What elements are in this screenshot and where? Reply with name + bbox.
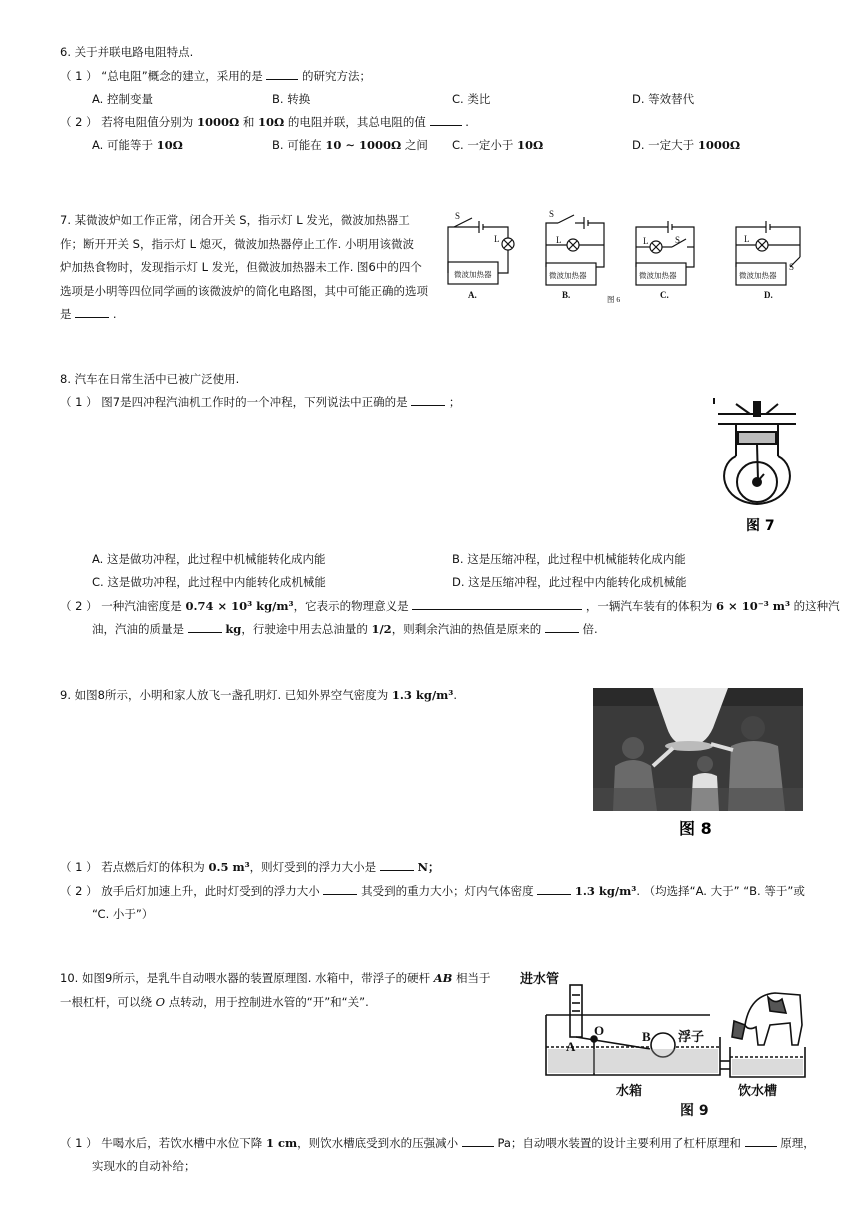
- q6-p1-option-c: C. 类比: [452, 92, 491, 106]
- answer-blank: [188, 621, 222, 633]
- q7-last-post: .: [112, 307, 117, 321]
- q10-line1-post: 相当于: [456, 971, 491, 985]
- q7-line-3: 炉加热食物时，发现指示灯 L 发光，但微波加热器未工作. 图6中的四个: [60, 260, 422, 274]
- resistance-value-1: 1000Ω: [196, 115, 240, 129]
- option-text: D. 一定大于: [632, 138, 695, 152]
- q8-part2-post: 的这种汽: [793, 599, 840, 613]
- q6-part1-pre: （ 1 ） “总电阻”概念的建立，采用的是: [60, 69, 263, 83]
- q6-p1-option-d: D. 等效替代: [632, 92, 695, 106]
- pivot-label: O: [155, 995, 166, 1009]
- q10-line2-post: 点转动，用于控制进水管的“开”和“关”.: [168, 995, 369, 1009]
- q10-part1: [60, 1135, 815, 1151]
- air-density-value: 1.3 kg/m³: [391, 688, 454, 702]
- heater-label: 微波加热器: [454, 270, 492, 279]
- q6-part2-mid: 和: [242, 115, 255, 129]
- answer-blank: [75, 306, 109, 318]
- heater-label: 微波加热器: [549, 271, 587, 280]
- q9-part2-line2: “C. 小于”）: [92, 907, 154, 921]
- option-label-d: D.: [764, 290, 773, 300]
- resistance-value-2: 10Ω: [258, 115, 285, 129]
- figure-caption: 图 8: [679, 819, 712, 838]
- q6-stem: 6. 关于并联电路电阻特点.: [60, 45, 194, 59]
- pivot-o-label: O: [594, 1023, 605, 1038]
- answer-blank: [430, 114, 462, 126]
- answer-blank: [537, 883, 571, 895]
- q10-part1-line2: 实现水的自动补给；: [92, 1159, 196, 1173]
- q6-p2-option-c: [452, 137, 543, 153]
- q9-part1-pre: （ 1 ） 若点燃后灯的体积为: [60, 860, 205, 874]
- q8-part2b-end: 倍.: [582, 622, 598, 636]
- lamp-label: L: [494, 234, 500, 244]
- unit-label: kg: [225, 622, 242, 636]
- q6-part1: [60, 68, 371, 84]
- q6-p1-option-a: A. 控制变量: [92, 92, 153, 106]
- q8-part2b-mid: ，行驶途中用去总油量的: [241, 622, 368, 636]
- option-text: C. 一定小于: [452, 138, 514, 152]
- option-text-post: 之间: [404, 138, 428, 152]
- q8-option-b: B. 这是压缩冲程，此过程中机械能转化成内能: [452, 552, 686, 566]
- inlet-pipe-label: 进水管: [520, 972, 560, 987]
- q9-part2-post: . （均选择“A. 大于” “B. 等于”或: [636, 884, 805, 898]
- q9-stem: [60, 687, 457, 703]
- point-a-label: A: [566, 1039, 576, 1054]
- q8-part2-mid2: ，一辆汽车装有的体积为: [585, 599, 713, 613]
- q6-p2-option-b: [272, 137, 428, 153]
- q8-part2-pre: （ 2 ） 一种汽油密度是: [60, 599, 182, 613]
- q9-part2: [60, 883, 805, 899]
- figure-caption: 图 7: [746, 518, 775, 534]
- option-value: 10Ω: [156, 138, 183, 152]
- answer-blank: [545, 621, 579, 633]
- switch-label: S: [675, 235, 681, 245]
- q10-line2-pre: 一根杠杆，可以绕: [60, 995, 152, 1009]
- q10-part1-mid2: Pa；自动喂水装置的设计主要利用了杠杆原理和: [497, 1136, 741, 1150]
- heater-label: 微波加热器: [739, 271, 777, 280]
- switch-label: S: [455, 211, 461, 221]
- q6-part1-post: 的研究方法；: [302, 69, 372, 83]
- switch-label: S: [549, 209, 555, 219]
- q7-line-1: 7. 某微波炉如工作正常，闭合开关 S，指示灯 L 发光，微波加热器工: [60, 213, 410, 227]
- q10-part1-post: 原理，: [780, 1136, 815, 1150]
- figure-caption: 图 6: [607, 295, 621, 304]
- density-value: 0.74 × 10³ kg/m³: [185, 599, 294, 613]
- q6-p2-option-a: [92, 137, 183, 153]
- tank-label: 水箱: [616, 1084, 643, 1099]
- auto-feeder-figure: [520, 965, 810, 1120]
- q6-part2-end: .: [465, 115, 469, 129]
- q7-last-pre: 是: [60, 307, 72, 321]
- q8-part2-line1: [60, 598, 840, 614]
- answer-blank: [323, 883, 357, 895]
- option-value: 10 ∼ 1000Ω: [325, 138, 402, 152]
- option-text: B. 可能在: [272, 138, 322, 152]
- q8-part2-mid: ，它表示的物理意义是: [293, 599, 409, 613]
- q9-part1-mid: ，则灯受到的浮力大小是: [249, 860, 377, 874]
- q8-part1: [60, 394, 460, 410]
- figure-caption: 图 9: [680, 1103, 709, 1119]
- option-label-b: B.: [562, 290, 571, 300]
- q10-line-2: [60, 994, 369, 1010]
- circuit-diagrams-figure: [432, 205, 812, 310]
- q8-option-c: C. 这是做功冲程，此过程中内能转化成机械能: [92, 575, 326, 589]
- sky-lantern-photo: [593, 688, 803, 838]
- q10-part1-mid: ，则饮水槽底受到水的压强减小: [297, 1136, 459, 1150]
- engine-stroke-figure: [706, 392, 806, 537]
- q9-stem-pre: 9. 如图8所示，小明和家人放飞一盏孔明灯. 已知外界空气密度为: [60, 688, 389, 702]
- q9-stem-end: .: [453, 688, 458, 702]
- q6-part2-post: 的电阻并联，其总电阻的值: [287, 115, 426, 129]
- q10-line1-pre: 10. 如图9所示，是乳牛自动喂水器的装置原理图. 水箱中，带浮子的硬杆: [60, 971, 431, 985]
- q7-line-5: [60, 306, 116, 322]
- q9-part2-pre: （ 2 ） 放手后灯加速上升，此时灯受到的浮力大小: [60, 884, 320, 898]
- q9-part1-post: N；: [417, 860, 440, 874]
- q10-line-1: [60, 970, 491, 986]
- lamp-label: L: [556, 235, 562, 245]
- q9-part1: [60, 859, 440, 875]
- q10-part1-pre: （ 1 ） 牛喝水后，若饮水槽中水位下降: [60, 1136, 263, 1150]
- heater-label: 微波加热器: [639, 271, 677, 280]
- volume-value: 0.5 m³: [208, 860, 250, 874]
- q6-part2: [60, 114, 469, 130]
- q6-part2-pre: （ 2 ） 若将电阻值分别为: [60, 115, 194, 129]
- answer-blank: [412, 598, 582, 610]
- q6-p2-option-d: [632, 137, 740, 153]
- switch-label: S: [789, 262, 795, 272]
- lamp-label: L: [744, 234, 750, 244]
- q8-part2-line2: [92, 621, 598, 637]
- q7-line-4: 选项是小明等四位同学画的该微波炉的简化电路图，其中可能正确的选项: [60, 284, 428, 298]
- q8-option-d: D. 这是压缩冲程，此过程中内能转化成机械能: [452, 575, 687, 589]
- q8-part1-post: ；: [448, 395, 461, 409]
- q6-p1-option-b: B. 转换: [272, 92, 311, 106]
- answer-blank: [745, 1135, 777, 1147]
- q8-stem: 8. 汽车在日常生活中已被广泛使用.: [60, 372, 240, 386]
- option-label-a: A.: [468, 290, 477, 300]
- q8-part2b-post: ，则剩余汽油的热值是原来的: [391, 622, 542, 636]
- lever-label: AB: [433, 971, 453, 985]
- answer-blank: [462, 1135, 494, 1147]
- answer-blank: [266, 68, 298, 80]
- lamp-label: L: [643, 236, 649, 246]
- air-density-value: 1.3 kg/m³: [574, 884, 637, 898]
- option-text: A. 可能等于: [92, 138, 153, 152]
- q7-line-2: 作；断开开关 S，指示灯 L 熄灭，微波加热器停止工作. 小明用该微波: [60, 237, 414, 251]
- q9-part2-mid: 其受到的重力大小；灯内气体密度: [361, 884, 534, 898]
- q8-option-a: A. 这是做功冲程，此过程中机械能转化成内能: [92, 552, 326, 566]
- option-value: 10Ω: [517, 138, 544, 152]
- answer-blank: [380, 859, 414, 871]
- option-label-c: C.: [660, 290, 669, 300]
- option-value: 1000Ω: [697, 138, 741, 152]
- volume-value: 6 × 10⁻³ m³: [716, 599, 791, 613]
- point-b-label: B: [642, 1029, 651, 1044]
- trough-label: 饮水槽: [738, 1084, 778, 1099]
- q8-part2b-pre: 油，汽油的质量是: [92, 622, 184, 636]
- depth-value: 1 cm: [265, 1136, 298, 1150]
- answer-blank: [411, 394, 445, 406]
- fraction-value: 1/2: [371, 622, 392, 636]
- q8-part1-pre: （ 1 ） 图7是四冲程汽油机工作时的一个冲程，下列说法中正确的是: [60, 395, 408, 409]
- float-label: 浮子: [678, 1030, 705, 1045]
